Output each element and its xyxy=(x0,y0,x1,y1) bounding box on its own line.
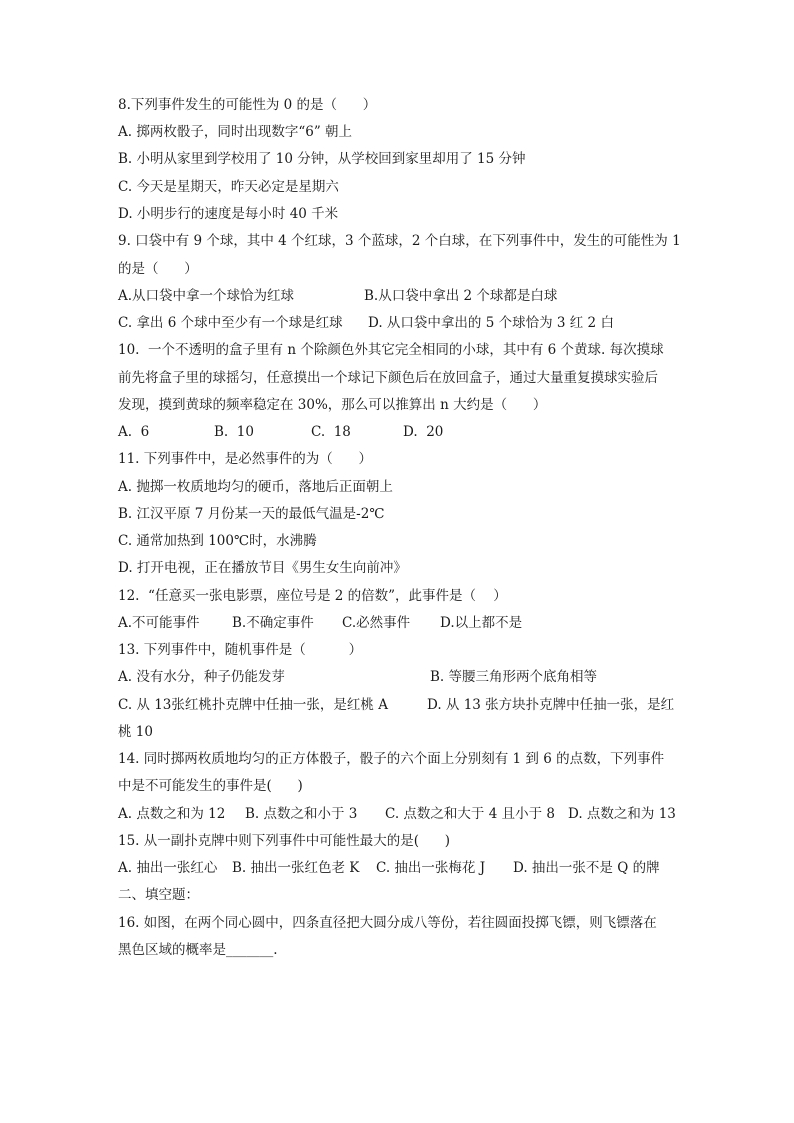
q10-option-c: C. 18 xyxy=(311,424,351,440)
q14-option-a: A. 点数之和为 12 xyxy=(118,806,226,822)
q9-option-b: B.从口袋中拿出 2 个球都是白球 xyxy=(364,288,558,304)
q15-option-b: B. 抽出一张红色老 K xyxy=(232,860,360,876)
q9-option-d: D. 从口袋中拿出的 5 个球恰为 3 红 2 白 xyxy=(368,315,614,331)
q13-stem: 13. 下列事件中，随机事件是（ ） xyxy=(118,642,363,658)
q9-stem-line2: 的是（ ） xyxy=(118,261,198,277)
q9-option-a: A.从口袋中拿一个球恰为红球 xyxy=(118,288,295,304)
q11-option-a: A. 抛掷一枚质地均匀的硬币，落地后正面朝上 xyxy=(118,479,393,495)
q8-option-a: A. 掷两枚骰子，同时出现数字“6” 朝上 xyxy=(118,124,353,140)
q15-stem: 15. 从一副扑克牌中则下列事件中可能性最大的是( ) xyxy=(118,833,451,849)
q14-stem-line1: 14. 同时掷两枚质地均匀的正方体骰子，骰子的六个面上分别刻有 1 到 6 的点数，下列事件 xyxy=(118,751,665,767)
q9-stem-line1: 9. 口袋中有 9 个球，其中 4 个红球，3 个蓝球，2 个白球，在下列事件中，发生的可能性为 1 xyxy=(118,233,681,249)
q14-stem-line2: 中是不可能发生的事件是( ) xyxy=(118,778,303,794)
q10-option-d: D. 20 xyxy=(403,424,444,440)
q12-option-b: B.不确定事件 xyxy=(232,615,314,631)
q8-option-b: B. 小明从家里到学校用了 10 分钟，从学校回到家里却用了 15 分钟 xyxy=(118,151,526,167)
q10-stem-line2: 前先将盒子里的球摇匀，任意摸出一个球记下颜色后在放回盒子，通过大量重复摸球实验后 xyxy=(118,370,658,386)
q13-option-d-continued: 桃 10 xyxy=(118,724,153,740)
q10-option-b: B. 10 xyxy=(214,424,254,440)
q8-option-c: C. 今天是星期天，昨天必定是星期六 xyxy=(118,179,339,195)
q13-option-a: A. 没有水分，种子仍能发芽 xyxy=(118,669,285,685)
q13-option-d: D. 从 13 张方块扑克牌中任抽一张，是红 xyxy=(427,697,675,713)
q12-option-d: D.以上都不是 xyxy=(440,615,523,631)
q10-stem-line3: 发现，摸到黄球的频率稳定在 30%，那么可以推算出 n 大约是（ ） xyxy=(118,397,547,413)
q10-stem-line1: 10. 一个不透明的盒子里有 n 个除颜色外其它完全相同的小球，其中有 6 个黄球. 每次摸球 xyxy=(118,342,664,358)
q14-option-c: C. 点数之和大于 4 且小于 8 xyxy=(385,806,555,822)
q11-option-c: C. 通常加热到 100℃时，水沸腾 xyxy=(118,533,317,549)
q15-option-d: D. 抽出一张不是 Q 的牌 xyxy=(513,860,660,876)
q11-option-b: B. 江汉平原 7 月份某一天的最低气温是-2℃ xyxy=(118,506,385,522)
q13-option-c: C. 从 13张红桃扑克牌中任抽一张，是红桃 A xyxy=(118,697,388,713)
section-heading-fill-in: 二、填空题： xyxy=(118,887,199,903)
q9-option-c: C. 拿出 6 个球中至少有一个球是红球 xyxy=(118,315,343,331)
q12-stem: 12. “任意买一张电影票，座位号是 2 的倍数”，此事件是（ ） xyxy=(118,588,507,604)
q13-option-b: B. 等腰三角形两个底角相等 xyxy=(430,669,598,685)
q11-stem: 11. 下列事件中，是必然事件的为（ ） xyxy=(118,451,373,467)
q12-option-a: A.不可能事件 xyxy=(118,615,200,631)
q14-option-d: D. 点数之和为 13 xyxy=(568,806,676,822)
q14-option-b: B. 点数之和小于 3 xyxy=(245,806,358,822)
q16-stem-line2: 黑色区域的概率是_______. xyxy=(118,942,278,958)
q11-option-d: D. 打开电视，正在播放节目《男生女生向前冲》 xyxy=(118,560,407,576)
q16-stem-line1: 16. 如图，在两个同心圆中，四条直径把大圆分成八等份，若往圆面投掷飞镖，则飞镖落在 xyxy=(118,915,657,931)
q8-option-d: D. 小明步行的速度是每小时 40 千米 xyxy=(118,206,339,222)
q12-option-c: C.必然事件 xyxy=(342,615,411,631)
q15-option-a: A. 抽出一张红心 xyxy=(118,860,218,876)
q10-option-a: A. 6 xyxy=(118,424,150,440)
q15-option-c: C. 抽出一张梅花 J xyxy=(376,860,486,876)
q8-stem: 8.下列事件发生的可能性为 0 的是（ ） xyxy=(118,97,377,113)
